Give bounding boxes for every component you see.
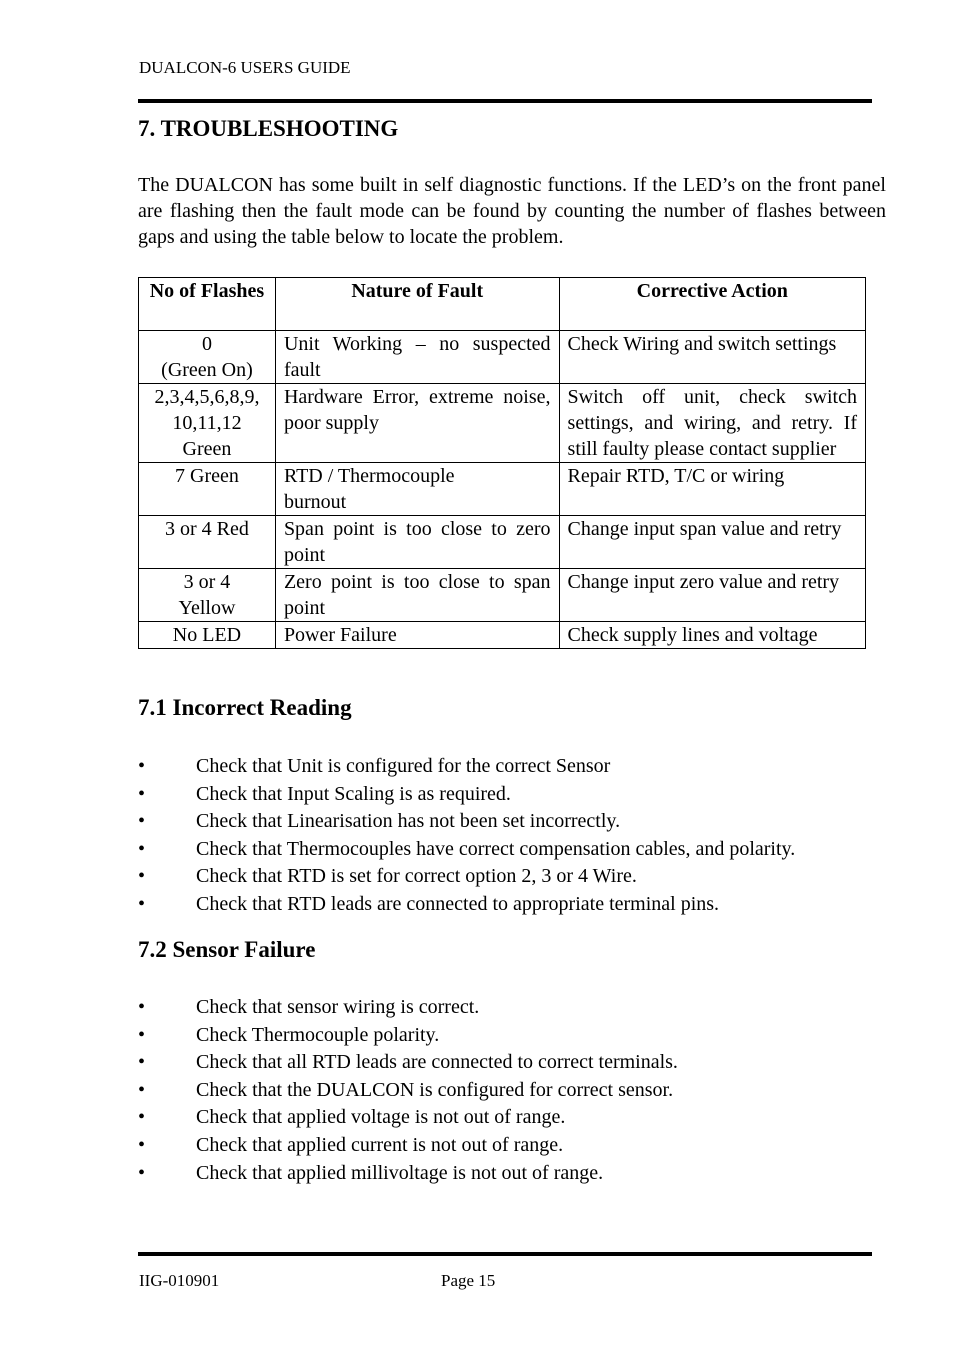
bullet-icon: •: [138, 1078, 146, 1101]
list-item: • Check that sensor wiring is correct.: [138, 994, 678, 1022]
list-item: • Check Thermocouple polarity.: [138, 1022, 678, 1050]
bullet-icon: •: [138, 996, 146, 1018]
header-rule: [138, 99, 872, 103]
list-item: • Check that Unit is configured for the correct Sensor: [138, 753, 795, 781]
cell-action: Repair RTD, T/C or wiring: [559, 463, 865, 516]
bullet-icon: •: [138, 755, 146, 777]
table-row: [139, 331, 866, 384]
intro-paragraph: The DUALCON has some built in self diagnostic functions. If the LED’s on the front panel are flashing then the fault mode can be found by counting the number of flashes between gaps and using the table below to locate the problem.: [138, 174, 886, 248]
bullet-icon: •: [138, 892, 146, 915]
table-row: [139, 569, 866, 622]
cell-action: Switch off unit, check switch settings, and wiring, and retry. If still faulty please contact supplier: [559, 384, 865, 463]
bullet-icon: •: [138, 837, 146, 860]
bullet-icon: •: [138, 1106, 146, 1129]
footer-doc-id: IIG-010901: [139, 1271, 220, 1290]
table-row: [139, 384, 866, 463]
list-item: • Check that RTD leads are connected to appropriate terminal pins.: [138, 891, 795, 919]
cell-fault: Hardware Error, extreme noise, poor supply: [275, 384, 559, 463]
table-row: [139, 516, 866, 569]
cell-action: Change input zero value and retry: [559, 569, 865, 622]
cell-fault: Power Failure: [275, 622, 559, 649]
bullet-icon: •: [138, 1133, 146, 1156]
sensor-failure-list: [138, 994, 678, 1187]
cell-fault: Span point is too close to zero point: [275, 516, 559, 569]
cell-flashes: 7 Green: [139, 463, 276, 516]
footer-rule: [138, 1252, 872, 1256]
cell-action: Check supply lines and voltage: [559, 622, 865, 649]
list-item: • Check that Thermocouples have correct compensation cables, and polarity.: [138, 836, 795, 864]
cell-action: Change input span value and retry: [559, 516, 865, 569]
bullet-icon: •: [138, 1023, 146, 1046]
cell-flashes: 3 or 4 Red: [139, 516, 276, 569]
cell-flashes: 2,3,4,5,6,8,9, 10,11,12 Green: [139, 384, 276, 463]
table-header-row: [139, 278, 866, 331]
fault-table: [138, 277, 866, 649]
list-item: • Check that Input Scaling is as required.: [138, 781, 795, 809]
list-item: • Check that the DUALCON is configured for correct sensor.: [138, 1077, 678, 1105]
incorrect-reading-list: [138, 753, 795, 919]
section-heading-troubleshooting: 7. TROUBLESHOOTING: [138, 116, 399, 141]
footer-page-number: Page 15: [441, 1271, 496, 1290]
cell-fault: Unit Working – no suspected fault: [275, 331, 559, 384]
cell-flashes: 3 or 4 Yellow: [139, 569, 276, 622]
header-action: Corrective Action: [559, 278, 865, 331]
list-item: • Check that applied millivoltage is not out of range.: [138, 1160, 678, 1188]
list-item: • Check that Linearisation has not been set incorrectly.: [138, 808, 795, 836]
list-item: • Check that applied current is not out of range.: [138, 1132, 678, 1160]
table-row: [139, 622, 866, 649]
section-heading-sensor-failure: 7.2 Sensor Failure: [138, 937, 316, 962]
cell-flashes: 0 (Green On): [139, 331, 276, 384]
cell-fault: RTD / Thermocouple burnout: [275, 463, 559, 516]
table-row: [139, 463, 866, 516]
header-flashes: No of Flashes: [139, 278, 276, 331]
list-item: • Check that applied voltage is not out of range.: [138, 1104, 678, 1132]
bullet-icon: •: [138, 1051, 146, 1074]
bullet-icon: •: [138, 782, 146, 805]
running-header: DUALCON-6 USERS GUIDE: [139, 58, 351, 77]
list-item: • Check that all RTD leads are connected to correct terminals.: [138, 1049, 678, 1077]
cell-fault: Zero point is too close to span point: [275, 569, 559, 622]
list-item: • Check that RTD is set for correct option 2, 3 or 4 Wire.: [138, 863, 795, 891]
cell-action: Check Wiring and switch settings: [559, 331, 865, 384]
bullet-icon: •: [138, 865, 146, 888]
bullet-icon: •: [138, 810, 146, 833]
section-heading-incorrect-reading: 7.1 Incorrect Reading: [138, 695, 352, 720]
cell-flashes: No LED: [139, 622, 276, 649]
bullet-icon: •: [138, 1161, 146, 1184]
header-fault: Nature of Fault: [275, 278, 559, 331]
